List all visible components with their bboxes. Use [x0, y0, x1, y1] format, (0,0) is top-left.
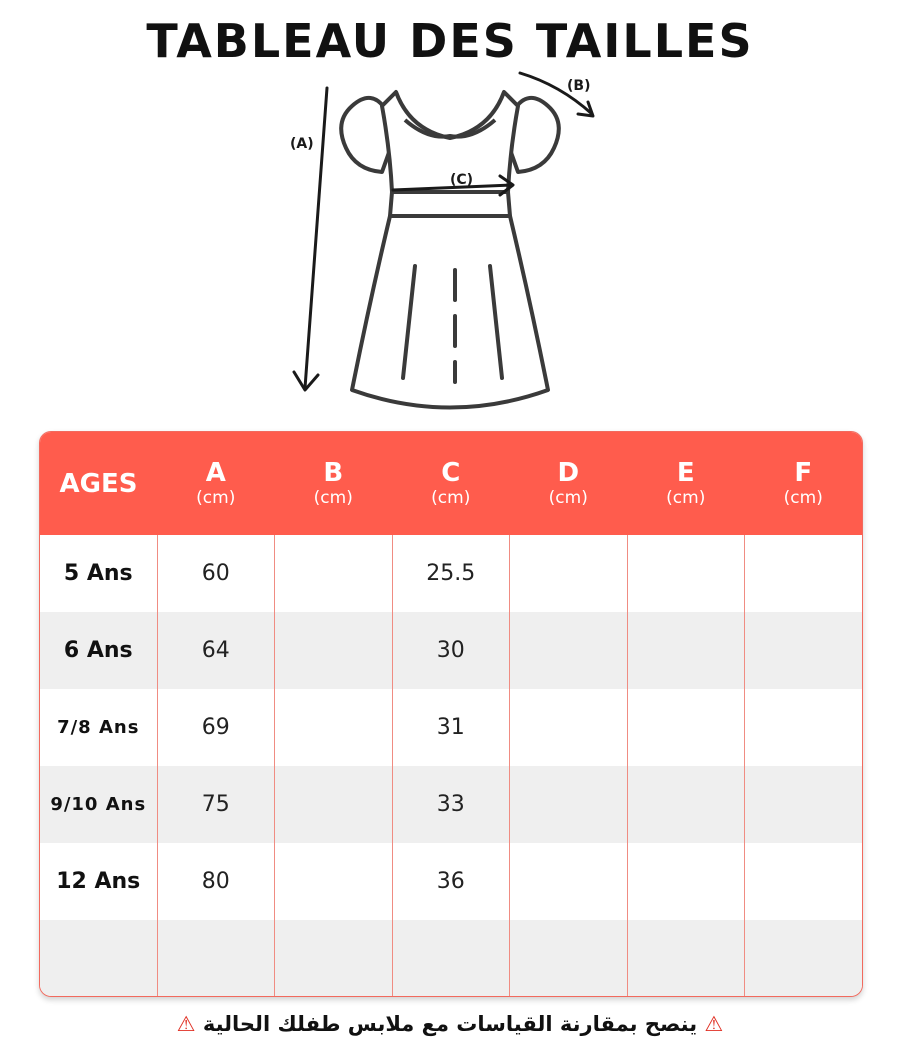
table-row	[40, 843, 862, 920]
header-ages: AGES	[59, 468, 138, 499]
table-cell: 30	[392, 612, 510, 689]
table-row	[40, 535, 862, 612]
table-cell	[745, 920, 863, 997]
table-cell: 69	[157, 689, 275, 766]
table-cell	[745, 689, 863, 766]
dress-diagram	[0, 70, 900, 430]
age-cell: 7/8 Ans	[57, 717, 140, 738]
table-cell	[510, 535, 628, 612]
page-title: TABLEAU DES TAILLES	[146, 14, 754, 68]
table-cell	[627, 766, 745, 843]
table-cell	[627, 689, 745, 766]
size-table	[40, 432, 862, 997]
age-cell: 12 Ans	[56, 869, 141, 894]
table-cell	[627, 535, 745, 612]
table-cell	[510, 766, 628, 843]
table-cell	[275, 766, 393, 843]
table-cell	[510, 689, 628, 766]
warning-icon: ⚠	[176, 1012, 196, 1036]
age-cell: 6 Ans	[63, 638, 133, 663]
age-cell: 5 Ans	[63, 561, 133, 586]
header-e: E (cm)	[666, 457, 706, 508]
table-header-row	[40, 432, 862, 535]
table-cell	[275, 920, 393, 997]
table-cell: 60	[157, 535, 275, 612]
table-cell	[627, 843, 745, 920]
note-text: ينصح بمقارنة القياسات مع ملابس طفلك الحالية	[202, 1012, 698, 1036]
warning-icon: ⚠	[704, 1012, 724, 1036]
table-row	[40, 766, 862, 843]
measurement-note	[0, 1012, 900, 1036]
table-cell: 80	[157, 843, 275, 920]
header-c: C (cm)	[431, 457, 471, 508]
table-cell	[275, 843, 393, 920]
age-cell: 9/10 Ans	[50, 794, 147, 815]
table-cell	[745, 766, 863, 843]
label-a: (A)	[290, 136, 314, 152]
size-table-card	[39, 431, 863, 997]
header-d: D (cm)	[548, 457, 588, 508]
label-b: (B)	[567, 78, 591, 94]
table-cell: 75	[157, 766, 275, 843]
table-cell: 64	[157, 612, 275, 689]
table-cell	[510, 920, 628, 997]
header-f: F (cm)	[783, 457, 823, 508]
table-row	[40, 689, 862, 766]
table-cell	[745, 843, 863, 920]
header-b: B (cm)	[313, 457, 353, 508]
table-cell	[392, 920, 510, 997]
label-c: (C)	[450, 172, 474, 188]
table-row	[40, 612, 862, 689]
table-cell	[510, 843, 628, 920]
header-a: A (cm)	[196, 457, 236, 508]
table-cell: 31	[392, 689, 510, 766]
table-cell	[157, 920, 275, 997]
table-cell	[745, 535, 863, 612]
table-cell	[510, 612, 628, 689]
age-cell	[40, 920, 157, 997]
table-cell: 36	[392, 843, 510, 920]
table-cell: 33	[392, 766, 510, 843]
table-cell	[275, 689, 393, 766]
table-cell	[275, 535, 393, 612]
table-row	[40, 920, 862, 997]
table-cell	[627, 920, 745, 997]
table-cell	[745, 612, 863, 689]
table-cell: 25.5	[392, 535, 510, 612]
table-cell	[627, 612, 745, 689]
table-cell	[275, 612, 393, 689]
